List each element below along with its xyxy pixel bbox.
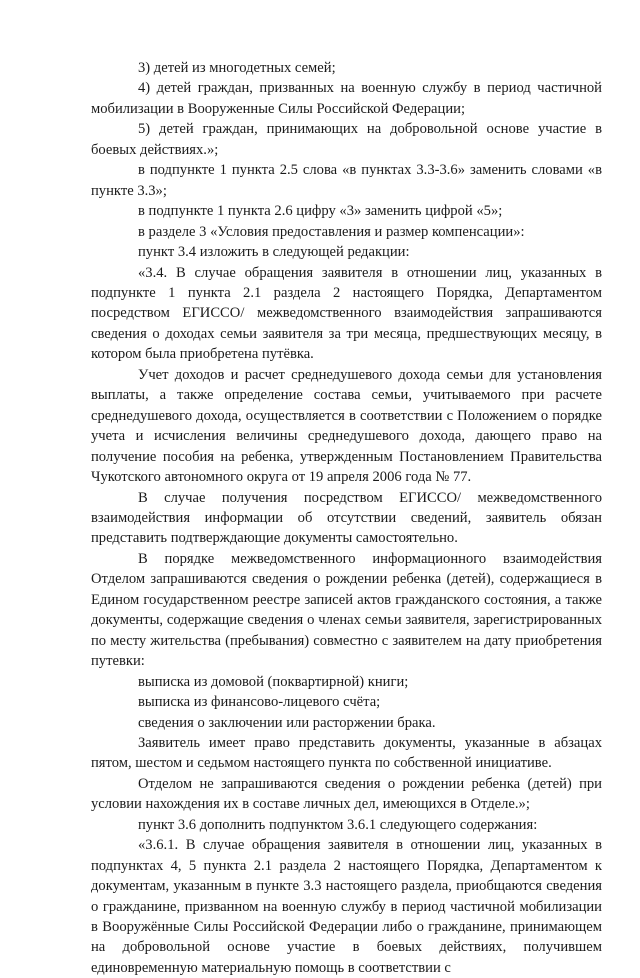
paragraph-amend-2-5: в подпункте 1 пункта 2.5 слова «в пунктах 3.3-3.6» заменить словами «в пункте 3.3»; bbox=[91, 162, 602, 199]
paragraph-section-3: в разделе 3 «Условия предоставления и размер компенсации»: bbox=[138, 223, 525, 240]
paragraph-income-accounting: Учет доходов и расчет среднедушевого дохода семьи для установления выплаты, а также определение состава семьи, учитываемого при расчете среднедушевого дохода, осуществляется в соответствии с Положением о порядке учета и исчисления величины среднедушевого дохода, дающего право на получение пособия на ребенка, утвержденным Постановлением Правительства Чукотского автономного округа от 19 апреля 2006 года № 77. bbox=[91, 366, 602, 486]
paragraph-clause-3-6-1: «3.6.1. В случае обращения заявителя в отношении лиц, указанных в подпунктах 4, 5 пункта 2.1 раздела 2 настоящего Порядка, Департаментом к документам, указанным в пункте 3.3 настоящего раздела, приобщаются сведения о гражданине, призванном на военную службу в период частичной мобилизации в Вооружённые Силы Российской Федерации либо о гражданине, принимающем на добровольной основе участие в боевых действиях, получившем единовременную материальную помощь в соответствии с bbox=[91, 837, 602, 976]
paragraph-no-request: Отделом не запрашиваются сведения о рождении ребенка (детей) при условии нахождения их в составе личных дел, имеющихся в Отделе.»; bbox=[91, 775, 602, 813]
paragraph-item-5: 5) детей граждан, принимающих на добровольной основе участие в боевых действиях.»; bbox=[91, 121, 602, 158]
paragraph-item-3: 3) детей из многодетных семей; bbox=[138, 60, 336, 76]
paragraph-house-book-extract: выписка из домовой (поквартирной) книги; bbox=[138, 673, 409, 690]
paragraph-account-extract: выписка из финансово-лицевого счёта; bbox=[138, 694, 381, 711]
paragraph-clause-3-6-intro: пункт 3.6 дополнить подпунктом 3.6.1 следующего содержания: bbox=[138, 816, 538, 833]
paragraph-amend-2-6: в подпункте 1 пункта 2.6 цифру «3» заменить цифрой «5»; bbox=[138, 203, 503, 220]
paragraph-egisso-absence: В случае получения посредством ЕГИССО/ межведомственного взаимодействия информации об отсутствии сведений, заявитель обязан представить подтверждающие документы самостоятельно. bbox=[91, 489, 602, 547]
paragraph-clause-3-4-intro: пункт 3.4 изложить в следующей редакции: bbox=[138, 244, 410, 261]
paragraph-item-4: 4) детей граждан, призванных на военную службу в период частичной мобилизации в Вооруженные Силы Российской Федерации; bbox=[91, 80, 602, 117]
document-body bbox=[91, 58, 602, 978]
paragraph-applicant-right: Заявитель имеет право представить документы, указанные в абзацах пятом, шестом и седьмом настоящего пункта по собственной инициативе. bbox=[91, 734, 602, 772]
paragraph-clause-3-4: «3.4. В случае обращения заявителя в отношении лиц, указанных в подпункте 1 пункта 2.1 раздела 2 настоящего Порядка, Департаментом посредством ЕГИССО/ межведомственного взаимодействия запрашиваются сведения о доходах семьи заявителя за три месяца, предшествующих месяцу, в котором была приобретена путёвка. bbox=[91, 264, 602, 363]
paragraph-marriage-info: сведения о заключении или расторжении брака. bbox=[138, 714, 436, 731]
paragraph-interagency-request: В порядке межведомственного информационного взаимодействия Отделом запрашиваются сведения о рождении ребенка (детей), содержащиеся в Едином государственном реестре записей актов гражданского состояния, а также документы, содержащие сведения о членах семьи заявителя, зарегистрированных по месту жительства (пребывания) совместно с заявителем на дату приобретения путевки: bbox=[91, 550, 602, 670]
